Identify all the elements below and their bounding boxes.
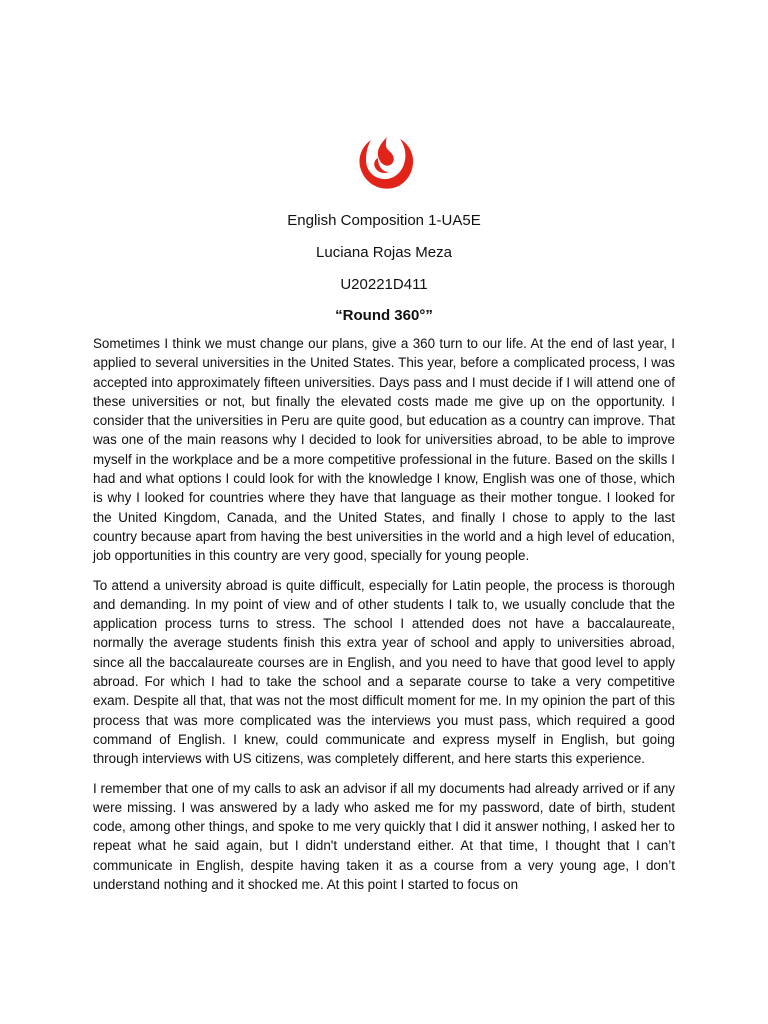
essay-title: “Round 360°” (335, 307, 433, 324)
paragraph: I remember that one of my calls to ask an advisor if all my documents had already arrived or if any were missing. I was answered by a lady who asked me for my password, date of birth, student code, among other things, and spoke to me very quickly that I did it answer nothing, I asked her to repeat what he said again, but I didn't understand either. At that time, I thought that I can’t communicate in English, despite having taken it as a course from a very young age, I don’t understand nothing and it shocked me. At this point I started to focus on (93, 780, 675, 893)
course-name: English Composition 1-UA5E (287, 212, 481, 229)
essay-body (93, 334, 675, 904)
university-flame-logo-icon (356, 134, 414, 192)
author-name: Luciana Rojas Meza (316, 244, 452, 261)
student-code: U20221D411 (340, 276, 428, 293)
paragraph: Sometimes I think we must change our plans, give a 360 turn to our life. At the end of last year, I applied to several universities in the United States. This year, before a complicated process, I was accepted into approximately fifteen universities. Days pass and I must decide if I will attend one of these universities or not, but finally the elevated costs made me give up on the opportunity. I consider that the universities in Peru are quite good, but education as a country can improve. That was one of the main reasons why I decided to look for universities abroad, to be able to improve myself in the workplace and be a more competitive professional in the future. Based on the skills I had and what options I could look for with the knowledge I know, English was one of those, which is why I looked for countries where they have that language as their mother tongue. I looked for the United Kingdom, Canada, and the United States, and finally I chose to apply to the last country because apart from having the best universities in the world and a high level of education, job opportunities in this country are very good, specially for young people. (93, 336, 675, 564)
paragraph: To attend a university abroad is quite difficult, especially for Latin people, the process is thorough and demanding. In my point of view and of other students I talk to, we usually conclude that the application process turns to stress. The school I attended does not have a baccalaureate, normally the average students finish this extra year of school and apply to universities abroad, since all the baccalaureate courses are in English, and you need to have that good level to apply abroad. For which I had to take the school and a separate course to take a very competitive exam. Despite all that, that was not the most difficult moment for me. In my opinion the part of this process that was more complicated was the interviews you must pass, which required a good command of English. I knew, could communicate and express myself in English, but going through interviews with US citizens, was completely different, and here starts this experience. (93, 577, 675, 767)
